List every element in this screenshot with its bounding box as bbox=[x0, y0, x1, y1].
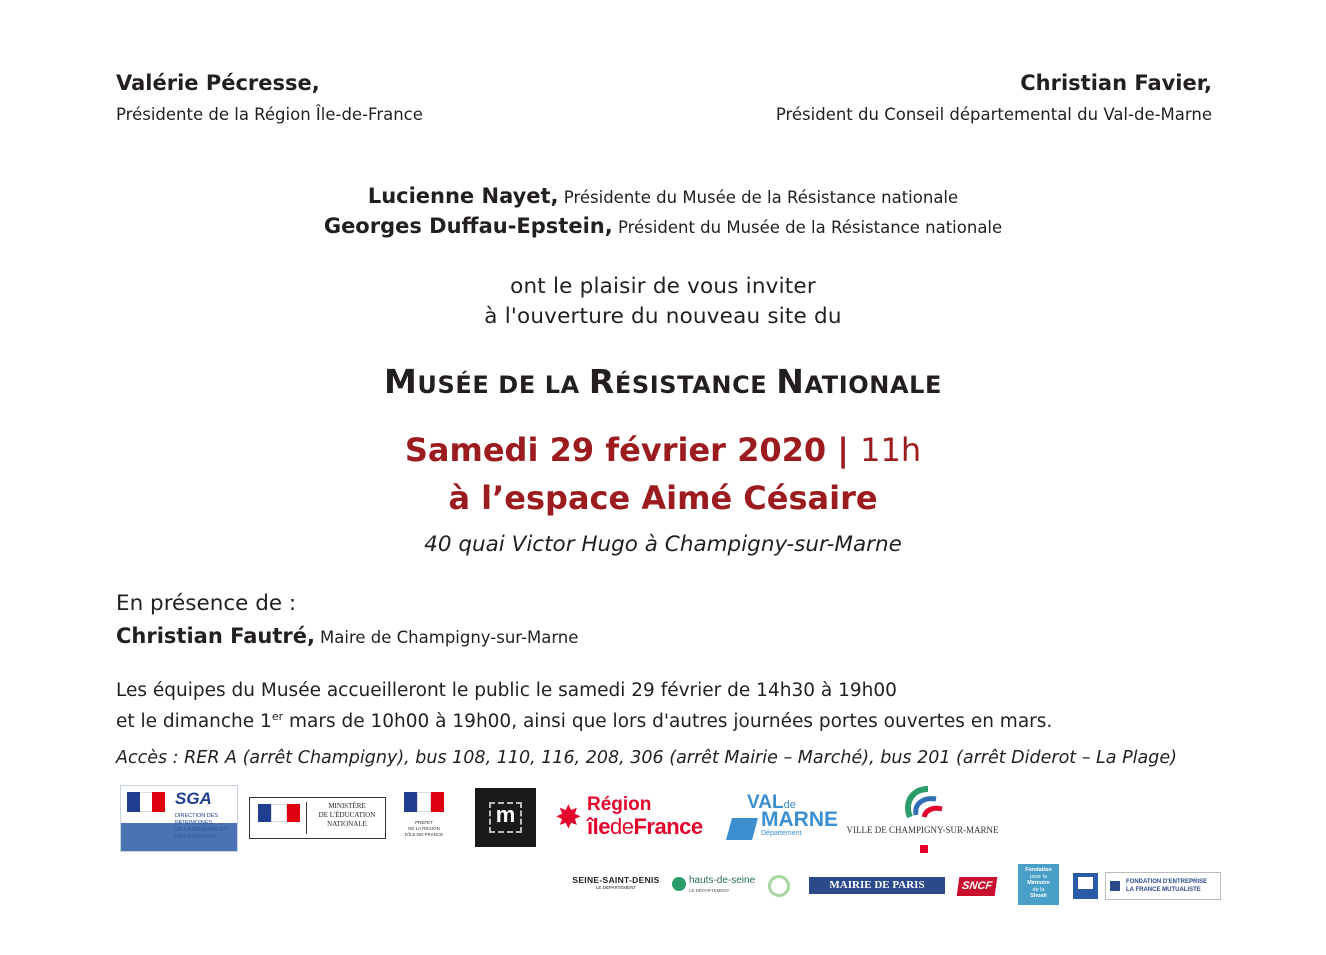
museum-title: MUSÉE DE LA RÉSISTANCE NATIONALE bbox=[383, 362, 943, 401]
presence-label: En présence de : bbox=[116, 591, 297, 616]
cohost-name: Georges Duffau-Epstein, bbox=[323, 214, 613, 238]
event-address: 40 quai Victor Hugo à Champigny-sur-Marne bbox=[424, 532, 902, 557]
region-logo: ✸ Région îledeFrance bbox=[555, 794, 703, 839]
shoah-foundation-logo: Fondation pour la Mémoire de la Shoah bbox=[1018, 864, 1059, 905]
mairie-paris-logo: MAIRIE DE PARIS bbox=[809, 877, 945, 894]
cohost-name: Lucienne Nayet, bbox=[367, 184, 559, 208]
sncf-logo: SNCF bbox=[957, 877, 998, 896]
education-logo: MINISTÈRE DE L'ÉDUCATION NATIONALE bbox=[249, 797, 386, 839]
museum-mark-logo: m bbox=[475, 788, 536, 847]
opening-info: Les équipes du Musée accueilleront le public le samedi 29 février de 14h30 à 19h00 et le dimanche 1er mars de 10h00 à 19h00, ainsi que lors d'autres journées portes ouvertes en mars. bbox=[116, 680, 1053, 733]
host-right-role: Président du Conseil départemental du Val-de-Marne bbox=[775, 105, 1212, 124]
guest-name: Christian Fautré, bbox=[116, 624, 315, 648]
access-info: Accès : RER A (arrêt Champigny), bus 108, 110, 116, 208, 306 (arrêt Mairie – Marché), bus 201 (arrêt Diderot – La Plage) bbox=[116, 748, 1177, 768]
intro-line-2: à l'ouverture du nouveau site du bbox=[484, 304, 842, 329]
host-right-name: Christian Favier, bbox=[1020, 71, 1212, 95]
guest-line bbox=[116, 624, 578, 648]
host-left-name: Valérie Pécresse, bbox=[116, 71, 320, 95]
region-star-icon: ✸ bbox=[555, 799, 582, 835]
seine-saint-denis-logo: SEINE-SAINT-DENIS LE DÉPARTEMENT bbox=[572, 875, 660, 890]
cohost-role: Présidente du Musée de la Résistance nationale bbox=[563, 188, 959, 207]
cohost-role: Président du Musée de la Résistance nationale bbox=[617, 218, 1003, 237]
guest-role: Maire de Champigny-sur-Marne bbox=[320, 628, 579, 647]
cohost-line-1 bbox=[0, 184, 1326, 208]
champigny-logo: VILLE DE CHAMPIGNY-SUR-MARNE bbox=[845, 783, 1000, 853]
fondation-france-mutualiste-logo: FONDATION D'ENTREPRISE LA FRANCE MUTUALISTE bbox=[1105, 872, 1221, 900]
prefet-logo: PRÉFET DE LA RÉGION D'ÎLE-DE-FRANCE bbox=[401, 790, 447, 845]
sga-logo: SGA DIRECTION DES bbox=[120, 785, 238, 852]
host-left-role: Présidente de la Région Île-de-France bbox=[116, 105, 423, 124]
intro-line-1: ont le plaisir de vous inviter bbox=[510, 274, 816, 299]
hauts-de-seine-logo: hauts-de-seine LE DÉPARTEMENT bbox=[672, 875, 758, 897]
badge-icon bbox=[1073, 873, 1098, 899]
event-place: à l’espace Aimé Césaire bbox=[448, 479, 878, 517]
valdemarne-logo: VALde MARNE Département bbox=[727, 792, 830, 842]
champigny-swirl-icon bbox=[900, 783, 950, 823]
event-hour: 11h bbox=[860, 431, 922, 469]
event-date: Samedi 29 février 2020 | 11h bbox=[404, 431, 922, 469]
paris-green-icon bbox=[765, 872, 795, 900]
cohost-line-2 bbox=[0, 214, 1326, 238]
